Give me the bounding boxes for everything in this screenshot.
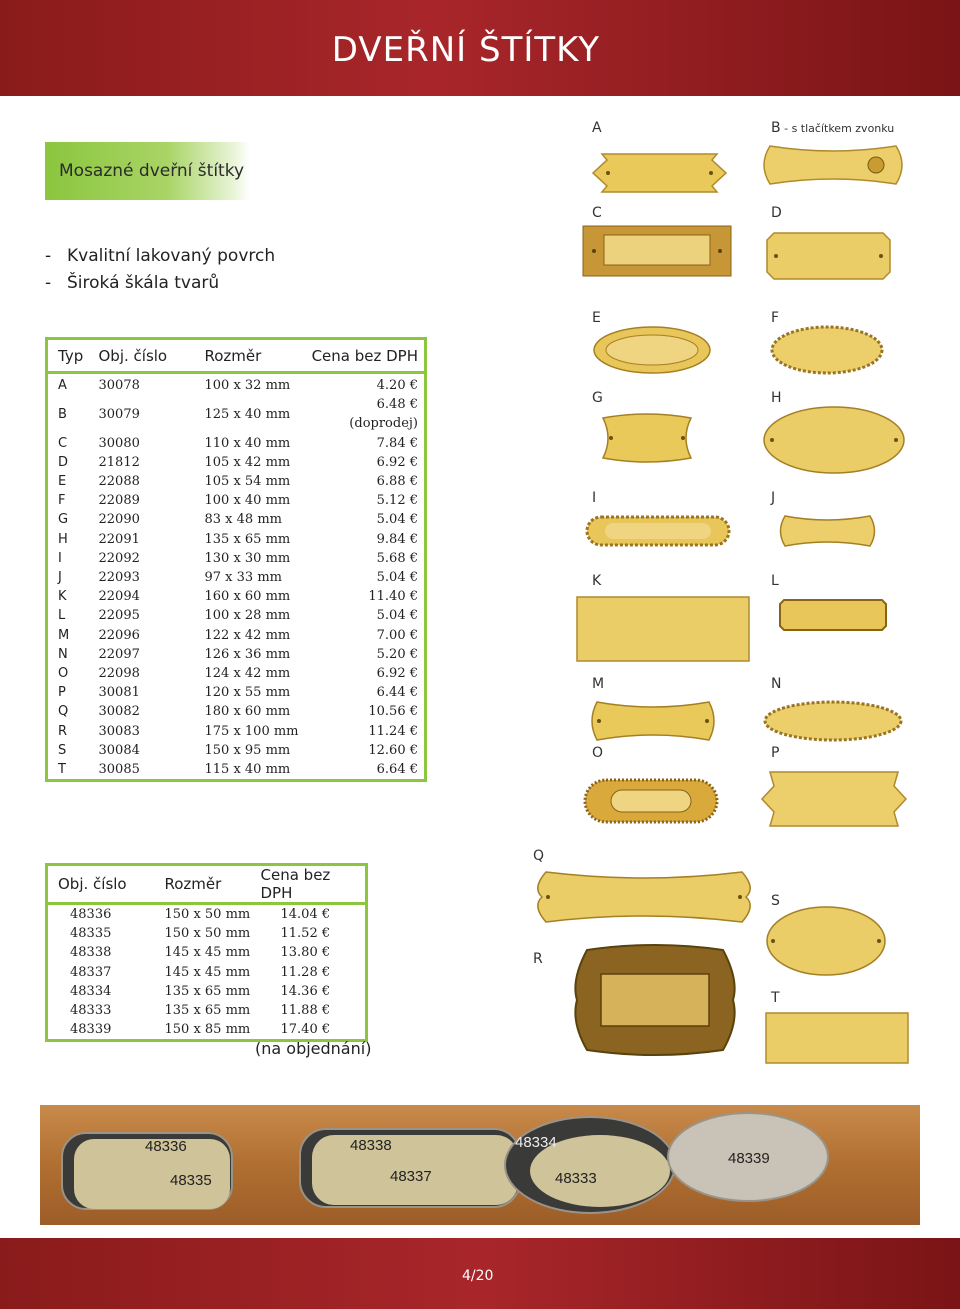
plate-label-m: M: [592, 676, 605, 692]
table-cell: 30081: [98, 685, 140, 701]
plate-d-image: [766, 230, 891, 282]
price-table-numbered: [45, 863, 368, 1042]
table-cell: 145 x 45 mm: [164, 945, 251, 961]
plate-label-c: C: [592, 205, 602, 221]
plate-c-image: [582, 225, 732, 277]
plate-label-b: B - s tlačítkem zvonku: [771, 120, 895, 136]
table-row: [47, 683, 426, 702]
table-row: [47, 587, 426, 606]
column-header: Rozměr: [147, 865, 261, 904]
feature-item: - Široká škála tvarů: [45, 273, 220, 293]
plate-r-image: [567, 940, 742, 1060]
table-cell: I: [58, 550, 62, 566]
table-cell: 48334: [70, 983, 112, 999]
table-cell: 30078: [98, 378, 140, 393]
plate-label-t: T: [771, 990, 780, 1006]
plate-q-image: [530, 868, 758, 926]
plate-t-image: [765, 1012, 909, 1064]
table-cell: 124 x 42 mm: [204, 666, 291, 682]
plate-label-i: I: [592, 490, 597, 506]
table-cell: 11.52 €: [280, 926, 331, 942]
plate-label-n: N: [771, 676, 782, 692]
table-row: [47, 530, 426, 549]
plate-label-f: F: [771, 310, 780, 326]
table-cell: 4.20 €: [376, 378, 418, 393]
plate-g-image: [597, 410, 697, 466]
plate-label-b-note: - s tlačítkem zvonku: [780, 122, 895, 135]
table-row: [47, 626, 426, 645]
table-row: [47, 472, 426, 491]
table-cell: 97 x 33 mm: [204, 570, 282, 586]
table-cell: 83 x 48 mm: [204, 512, 282, 528]
table-body: [47, 904, 367, 1041]
table-cell: K: [58, 589, 67, 605]
table-cell: 30084: [98, 742, 140, 758]
plate-label-q: Q: [533, 848, 545, 864]
table-cell: 6.92 €: [376, 666, 418, 682]
table-cell: J: [58, 570, 62, 586]
table-cell: 22092: [98, 550, 140, 566]
table-cell: M: [58, 627, 70, 643]
table-cell: 100 x 40 mm: [204, 493, 291, 509]
plate-label-a: A: [592, 120, 602, 136]
column-header: Obj. číslo: [99, 339, 183, 373]
table-cell: 5.68 €: [376, 550, 418, 566]
table-cell: 115 x 40 mm: [204, 762, 291, 778]
plate-label-j: J: [771, 490, 776, 506]
table-cell: 125 x 40 mm: [204, 406, 291, 422]
photo-plate: [505, 1117, 675, 1213]
table-cell: O: [58, 666, 69, 682]
photo-plate-number: 48338: [350, 1137, 392, 1154]
table-cell: R: [58, 723, 68, 739]
table-cell: L: [58, 608, 66, 624]
table-cell: Q: [58, 704, 69, 720]
plate-label-p: P: [771, 745, 780, 761]
table-cell: 6.64 €: [376, 762, 418, 778]
table-cell: 5.12 €: [376, 493, 418, 509]
table-cell: 7.00 €: [376, 627, 418, 643]
table-cell: 22090: [98, 512, 140, 528]
plate-label-h: H: [771, 390, 782, 406]
table-cell: 100 x 28 mm: [204, 608, 291, 624]
table-cell: 30080: [98, 435, 140, 451]
table-cell: 5.20 €: [376, 646, 418, 662]
table-cell: 48333: [70, 1003, 112, 1019]
table-row: [47, 722, 426, 741]
table-row: [47, 760, 426, 781]
table-cell: 30083: [98, 723, 140, 739]
plate-label-s: S: [771, 893, 780, 909]
table-cell: 126 x 36 mm: [204, 646, 291, 662]
table-cell: 180 x 60 mm: [204, 704, 291, 720]
table-cell: 150 x 50 mm: [164, 907, 251, 922]
plate-e-image: [592, 325, 712, 375]
table-row: [47, 963, 367, 982]
table-cell: 105 x 42 mm: [204, 454, 291, 470]
table-cell: 22093: [98, 570, 140, 586]
table-cell: 160 x 60 mm: [204, 589, 291, 605]
table-cell: 6.48 € (doprodej): [349, 397, 418, 432]
table-row: [47, 664, 426, 683]
table-cell: 11.88 €: [280, 1003, 331, 1019]
feature-list: [45, 243, 275, 297]
column-header: Typ: [47, 339, 99, 373]
table-row: [47, 645, 426, 664]
plate-label-l: L: [771, 573, 779, 589]
plate-label-e: E: [592, 310, 601, 326]
table-cell: 120 x 55 mm: [204, 685, 291, 701]
table-cell: 150 x 85 mm: [164, 1022, 251, 1038]
table-row: [47, 924, 367, 943]
table-row: [47, 741, 426, 760]
column-header: Rozměr: [183, 339, 307, 373]
table-cell: 11.40 €: [368, 589, 418, 605]
table-cell: 22095: [98, 608, 140, 624]
header-banner: [0, 0, 960, 96]
table-cell: N: [58, 646, 68, 662]
photo-plate-number: 48333: [555, 1170, 597, 1187]
table-cell: 110 x 40 mm: [204, 435, 291, 451]
photo-plate-number: 48339: [728, 1150, 770, 1167]
table-cell: G: [58, 512, 69, 528]
plate-label-d: D: [771, 205, 782, 221]
table-cell: 17.40 €: [280, 1022, 331, 1038]
table-cell: 30085: [98, 762, 140, 778]
column-header: Cena bez DPH: [307, 339, 426, 373]
table-row: [47, 491, 426, 510]
plate-o-image: [583, 778, 719, 824]
table-cell: T: [58, 762, 66, 778]
plate-a-image: [592, 148, 727, 198]
table-cell: 5.04 €: [376, 570, 418, 586]
table-cell: D: [58, 454, 69, 470]
photo-plate: [300, 1129, 520, 1207]
photo-plate: [62, 1133, 232, 1209]
table-header-row: [47, 865, 367, 904]
table-cell: P: [58, 685, 66, 701]
table-cell: 22091: [98, 531, 140, 547]
table-cell: S: [58, 742, 67, 758]
plate-p-image: [760, 768, 908, 830]
plate-l-image: [778, 598, 888, 632]
table-cell: F: [58, 493, 66, 509]
column-header: Obj. číslo: [47, 865, 147, 904]
table-cell: 130 x 30 mm: [204, 550, 291, 566]
order-note: (na objednání): [255, 1039, 372, 1058]
table-cell: 11.28 €: [280, 964, 331, 980]
table-body: [47, 373, 426, 781]
photo-plate-number: 48335: [170, 1172, 212, 1189]
table-row: [47, 904, 367, 925]
plate-h-image: [762, 405, 907, 475]
photo-plate-number: 48334: [515, 1134, 557, 1151]
table-row: [47, 1001, 367, 1020]
column-header: Cena bez DPH: [261, 865, 367, 904]
table-cell: 48335: [70, 926, 112, 942]
price-table-main: [45, 337, 427, 782]
table-cell: 6.44 €: [376, 685, 418, 701]
table-cell: A: [58, 378, 67, 393]
table-header-row: [47, 339, 426, 373]
table-row: [47, 568, 426, 587]
table-row: [47, 982, 367, 1001]
table-cell: 7.84 €: [376, 435, 418, 451]
table-cell: 48339: [70, 1022, 112, 1038]
plate-n-image: [763, 700, 903, 742]
table-cell: 48337: [70, 964, 112, 980]
plates-photo-drawing: [40, 1105, 920, 1225]
table-cell: 175 x 100 mm: [204, 723, 299, 739]
table-cell: 21812: [98, 454, 140, 470]
table-cell: 100 x 32 mm: [204, 378, 291, 393]
plate-m-image: [587, 698, 719, 744]
page-title: DVEŘNÍ ŠTÍTKY: [331, 30, 600, 70]
table-cell: H: [58, 531, 68, 547]
plate-b-image: [758, 140, 908, 190]
table-cell: 22096: [98, 627, 140, 643]
table-cell: 22094: [98, 589, 140, 605]
table-cell: 5.04 €: [376, 512, 418, 528]
plate-label-o: O: [592, 745, 604, 761]
table-cell: 14.36 €: [280, 983, 331, 999]
table-cell: 14.04 €: [280, 907, 331, 922]
table-row: [47, 702, 426, 721]
table-cell: C: [58, 435, 68, 451]
table-cell: 135 x 65 mm: [164, 1003, 251, 1019]
table-cell: 22097: [98, 646, 140, 662]
plate-k-image: [576, 596, 750, 662]
table-row: [47, 606, 426, 625]
table-cell: 150 x 95 mm: [204, 742, 291, 758]
table-cell: 13.80 €: [280, 945, 331, 961]
plate-i-image: [585, 515, 731, 547]
plate-label-r: R: [533, 951, 543, 967]
table-cell: 135 x 65 mm: [204, 531, 291, 547]
photo-plate-number: 48336: [145, 1138, 187, 1155]
table-cell: 145 x 45 mm: [164, 964, 251, 980]
table-cell: 48338: [70, 945, 112, 961]
plate-label-k: K: [592, 573, 602, 589]
plate-f-image: [770, 325, 885, 375]
table-row: [47, 434, 426, 453]
table-row: [47, 510, 426, 529]
plates-photo: [40, 1105, 920, 1225]
table-row: [47, 1020, 367, 1041]
table-cell: 9.84 €: [376, 531, 418, 547]
table-row: [47, 395, 426, 433]
section-heading: Mosazné dveřní štítky: [45, 142, 250, 200]
table-cell: 135 x 65 mm: [164, 983, 251, 999]
table-cell: 6.88 €: [376, 474, 418, 490]
table-row: [47, 373, 426, 396]
table-cell: 22089: [98, 493, 140, 509]
table-row: [47, 453, 426, 472]
page-number: 4/20: [462, 1268, 494, 1284]
table-row: [47, 943, 367, 962]
photo-plate: [668, 1113, 828, 1201]
table-cell: 150 x 50 mm: [164, 926, 251, 942]
table-cell: 12.60 €: [368, 742, 418, 758]
table-cell: 22088: [98, 474, 140, 490]
plate-s-image: [765, 905, 887, 977]
table-cell: 10.56 €: [368, 704, 418, 720]
table-cell: B: [58, 406, 67, 422]
table-cell: 30079: [98, 406, 140, 422]
table-cell: 48336: [70, 907, 112, 922]
table-cell: 5.04 €: [376, 608, 418, 624]
table-cell: 105 x 54 mm: [204, 474, 291, 490]
table-cell: 22098: [98, 666, 140, 682]
photo-plate-number: 48337: [390, 1168, 432, 1185]
plate-j-image: [775, 512, 880, 550]
table-cell: 6.92 €: [376, 454, 418, 470]
feature-item: - Kvalitní lakovaný povrch: [45, 246, 276, 266]
table-cell: 122 x 42 mm: [204, 627, 291, 643]
table-cell: 11.24 €: [368, 723, 418, 739]
table-row: [47, 549, 426, 568]
plate-label-g: G: [592, 390, 603, 406]
table-cell: 30082: [98, 704, 140, 720]
table-cell: E: [58, 474, 67, 490]
